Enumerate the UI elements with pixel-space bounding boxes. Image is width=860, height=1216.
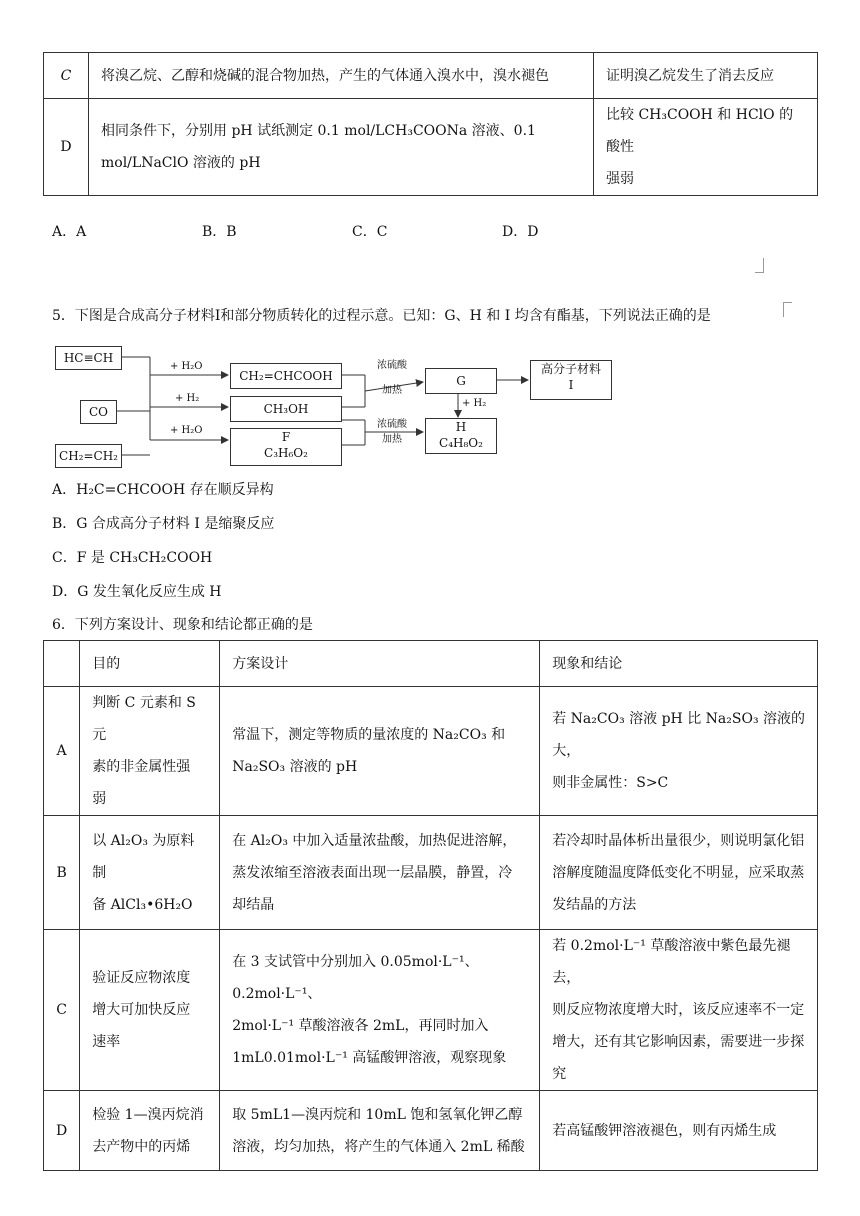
methanol-box: CH₃OH [230,396,342,422]
text-line: 蒸发浓缩至溶液表面出现一层晶膜，静置，冷 [232,864,513,881]
text-line: 取 5mL1—溴丙烷和 10mL 饱和氢氧化钾乙醇 [232,1106,523,1123]
text-line: 若高锰酸钾溶液褪色，则有丙烯生成 [552,1122,777,1139]
row-label: C [44,930,80,1091]
table-q4 [43,52,818,196]
design-cell [220,687,540,816]
conclusion-cell [594,99,818,196]
text-line: 判断 C 元素和 S 元 [92,695,196,743]
table-row [44,99,818,196]
conclusion-cell: 证明溴乙烷发生了消去反应 [594,53,818,99]
reagent-label: + H₂O [170,425,203,436]
table-header-row [44,641,818,687]
text-line: 在 3 支试管中分别加入 0.05mol·L⁻¹、0.2mol·L⁻¹、 [232,954,479,1002]
reagent-label: + H₂O [170,361,203,372]
q5-option-a: A．H₂C=CHCOOH 存在顺反异构 [52,482,274,498]
acrylic-acid-box: CH₂=CHCOOH [230,363,342,389]
text-line: 弱 [92,791,107,807]
text-line: 若 Na₂CO₃ 溶液 pH 比 Na₂SO₃ 溶液的大， [552,711,806,759]
question-5-stem: 5．下图是合成高分子材料I和部分物质转化的过程示意。已知：G、H 和 I 均含有酯基，下列说法正确的是 [52,308,711,324]
table-row [44,930,818,1091]
h-box [425,418,497,454]
text-line: 若 0.2mol·L⁻¹ 草酸溶液中紫色最先褪去， [552,938,791,986]
option-c: C．C [352,224,388,240]
text-line: 溶解度随温度降低变化不明显，应采取蒸 [552,864,805,881]
table-row [44,1091,818,1171]
plan-line: mol/LNaClO 溶液的 pH [101,155,261,171]
result-cell [540,687,818,816]
text-line: 以 Al₂O₃ 为原料制 [92,832,195,881]
table-q6 [43,640,818,1171]
design-cell [220,1091,540,1171]
corner-mark [783,302,792,317]
f-name: F [281,430,291,444]
header-purpose: 目的 [80,641,220,687]
text-line: 素的非金属性强 [92,759,191,775]
text-line: 增大，还有其它影响因素，需要进一步探 [552,1034,805,1050]
q5-option-d: D．G 发生氧化反应生成 H [52,584,222,600]
text-line: 若冷却时晶体析出量很少，则说明氯化铝 [552,832,805,849]
text-line: 究 [552,1066,567,1082]
design-cell [220,930,540,1091]
condition-label: 浓硫酸 [377,360,407,371]
row-label: D [44,1091,80,1171]
f-formula: C₃H₆O₂ [264,446,308,460]
table-row [44,53,818,99]
question-6-stem: 6．下列方案设计、现象和结论都正确的是 [52,617,313,633]
f-box [230,428,342,466]
result-cell [540,816,818,930]
q5-option-c: C．F 是 CH₃CH₂COOH [52,550,213,566]
purpose-cell [80,816,220,930]
condition-label: 浓硫酸 [377,419,407,430]
text-line: 发结晶的方法 [552,896,637,913]
i-label: 高分子材料 [540,362,601,376]
g-box: G [425,368,497,394]
text-line: 则非金属性：S>C [552,775,669,791]
text-line: 速率 [92,1034,121,1050]
conclusion-line: 强弱 [606,171,634,187]
plan-cell [89,99,594,196]
text-line: 2mol·L⁻¹ 草酸溶液各 2mL，再同时加入 [232,1018,489,1034]
text-line: 在 Al₂O₃ 中加入适量浓盐酸，加热促进溶解， [232,832,517,849]
text-line: Na₂SO₃ 溶液的 pH [232,759,358,775]
reagent-label: + H₂ [175,393,200,404]
text-line: 溶液，均匀加热，将产生的气体通入 2mL 稀酸 [232,1138,525,1155]
h-formula: C₄H₈O₂ [439,436,483,450]
purpose-cell [80,930,220,1091]
polymer-i-box [530,360,612,400]
h-name: H [455,420,467,434]
text-line: 则反应物浓度增大时，该反应速率不一定 [552,1002,805,1018]
text-line: 却结晶 [232,896,275,913]
acetylene-box: HC≡CH [55,346,122,370]
plan-cell: 将溴乙烷、乙醇和烧碱的混合物加热，产生的气体通入溴水中，溴水褪色 [89,53,594,99]
result-cell [540,1091,818,1171]
plan-line: 相同条件下，分别用 pH 试纸测定 0.1 mol/LCH₃COONa 溶液、0.1 [101,123,536,139]
header-design: 方案设计 [220,641,540,687]
i-name: I [568,378,574,392]
conclusion-line: 比较 CH₃COOH 和 HClO 的酸性 [606,107,794,155]
result-cell [540,930,818,1091]
option-b: B．B [202,224,237,240]
text-line: 增大可加快反应 [92,1002,191,1018]
row-label: D [44,99,89,196]
purpose-cell [80,1091,220,1171]
design-cell [220,816,540,930]
reagent-label: + H₂ [462,398,487,409]
table-row [44,687,818,816]
co-box: CO [80,400,117,424]
q5-option-b: B．G 合成高分子材料 I 是缩聚反应 [52,516,275,532]
text-line: 1mL0.01mol·L⁻¹ 高锰酸钾溶液，观察现象 [232,1050,507,1066]
row-label: B [44,816,80,930]
synthesis-diagram [55,340,615,470]
corner-mark [755,258,764,273]
text-line: 验证反应物浓度 [92,970,191,986]
purpose-cell [80,687,220,816]
row-label: C [44,53,89,99]
condition-label: 加热 [382,434,402,445]
option-d: D．D [502,224,539,240]
row-label: A [44,687,80,816]
header-blank [44,641,80,687]
table-row [44,816,818,930]
option-a: A．A [52,224,87,240]
ethylene-box: CH₂=CH₂ [55,444,122,468]
text-line: 去产物中的丙烯 [92,1138,191,1155]
text-line: 检验 1—溴丙烷消 [92,1106,204,1123]
header-result: 现象和结论 [540,641,818,687]
text-line: 常温下，测定等物质的量浓度的 Na₂CO₃ 和 [232,727,506,743]
condition-label: 加热 [382,385,402,396]
text-line: 备 AlCl₃•6H₂O [92,896,193,913]
